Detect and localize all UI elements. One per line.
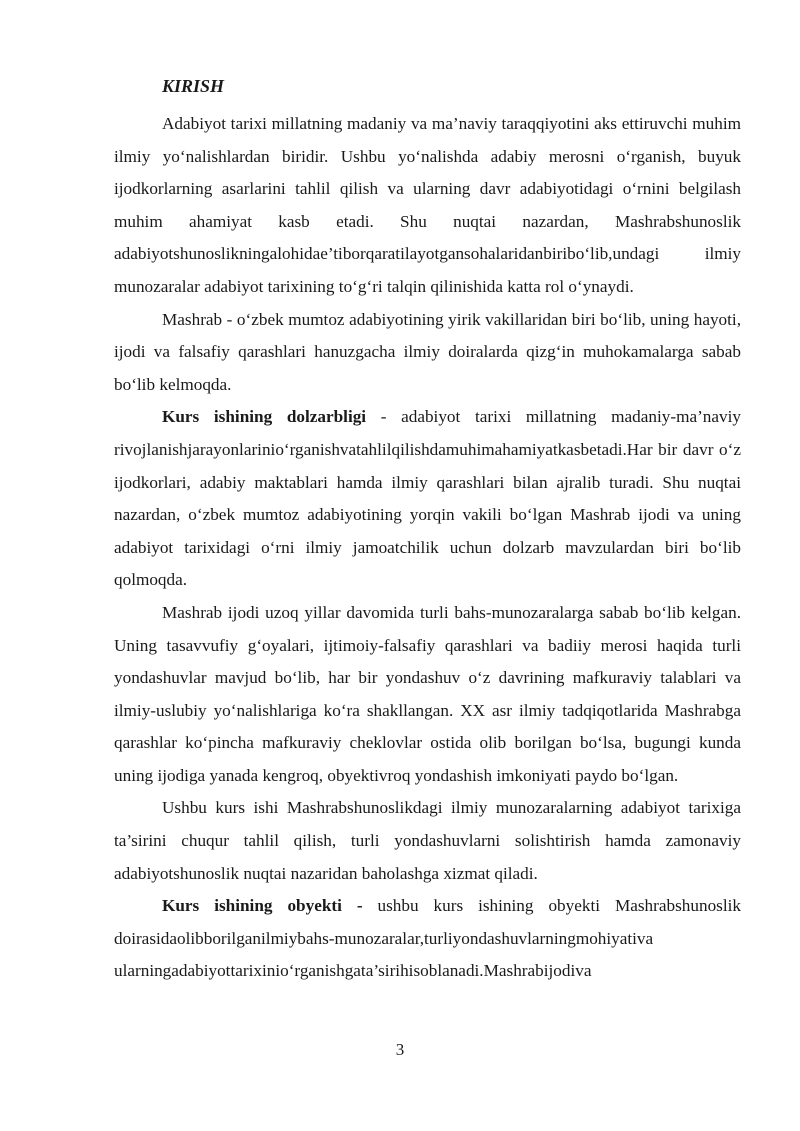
section-heading: KIRISH — [162, 76, 225, 96]
paragraph-lead: Kurs ishining dolzarbligi — [162, 407, 367, 427]
paragraph-text: Mashrab - o‘zbek mumtoz adabiyotining yirik vakillaridan biri bo‘lib, uning hayoti, ijodi va falsafiy qarashlari hanuzgacha ilmiy doiralarda qizg‘in muhokamalarga sabab bo‘lib kelmoqda. — [114, 309, 741, 394]
paragraph-purpose — [114, 792, 741, 890]
body-text — [114, 108, 741, 988]
paragraph-object — [114, 890, 741, 988]
paragraph-lead: Kurs ishining obyekti - — [162, 896, 363, 916]
page-number: 3 — [395, 1040, 405, 1059]
paragraph-text: Ushbu kurs ishi Mashrabshunoslikdagi ilmiy munozaralarning adabiyot tarixiga ta’sirini chuqur tahlil qilish, turli yondashuvlarni solishtirish hamda zamonaviy adabiyotshunoslik nuqtai nazaridan baholashga xizmat qiladi. — [114, 798, 741, 883]
paragraph-text: Mashrab ijodi uzoq yillar davomida turli bahs-munozaralarga sabab bo‘lib kelgan. Uning tasavvufiy g‘oyalari, ijtimoiy-falsafiy qarashlari va badiiy merosi haqida turli yondashuvlar mavjud bo‘lib, har bir yondashuv o‘z davrining mafkuraviy talablari va ilmiy-uslubiy yo‘nalishlariga ko‘ra shakllangan. XX asr ilmiy tadqiqotlarida Mashrabga qarashlar ko‘pincha mafkuraviy cheklovlar ostida olib borilgan bo‘lsa, bugungi kunda uning ijodiga yanada kengroq, obyektivroq yondashish imkoniyati paydo bo‘lgan. — [114, 602, 741, 785]
paragraph-text: ushbu kurs ishining obyekti Mashrabshunoslik doirasidaolibborilganilmiybahs-munozaralar,turliyondashuvlarningmohiyativa ularningadabiyottarixinio‘rganishgata’sirihisoblanadi.Mashrabijodiva — [114, 896, 741, 981]
paragraph-intro — [114, 108, 741, 304]
paragraph-mashrab — [114, 304, 741, 402]
paragraph-debates — [114, 597, 741, 793]
paragraph-relevance — [114, 401, 741, 597]
paragraph-text: - adabiyot tarixi millatning madaniy-ma’naviy rivojlanishjarayonlarinio‘rganishvatahlilqilishdamuhimahamiyatkasbetadi.Har bir davr o‘z ijodkorlari, adabiy maktablari hamda ilmiy qarashlari bilan ajralib turadi. Shu nuqtai nazardan, o‘zbek mumtoz adabiyotining yorqin vakili bo‘lgan Mashrab ijodi va uning adabiyot tarixidagi o‘rni ilmiy jamoatchilik uchun dolzarb mavzulardan biri bo‘lib qolmoqda. — [114, 407, 741, 590]
paragraph-text: Adabiyot tarixi millatning madaniy va ma’naviy taraqqiyotini aks ettiruvchi muhim ilmiy yo‘nalishlardan biridir. Ushbu yo‘nalishda adabiy merosni o‘rganish, buyuk ijodkorlarning asarlarini tahlil qilish va ularning davr adabiyotidagi o‘rnini belgilash muhim ahamiyat kasb etadi. Shu nuqtai nazardan, Mashrabshunoslik adabiyotshunoslikningalohidae’tiborqaratilayotgansohalaridanbiribo‘lib,undagi ilmiy munozaralar adabiyot tarixining to‘g‘ri talqin qilinishida katta rol o‘ynaydi. — [114, 114, 741, 296]
